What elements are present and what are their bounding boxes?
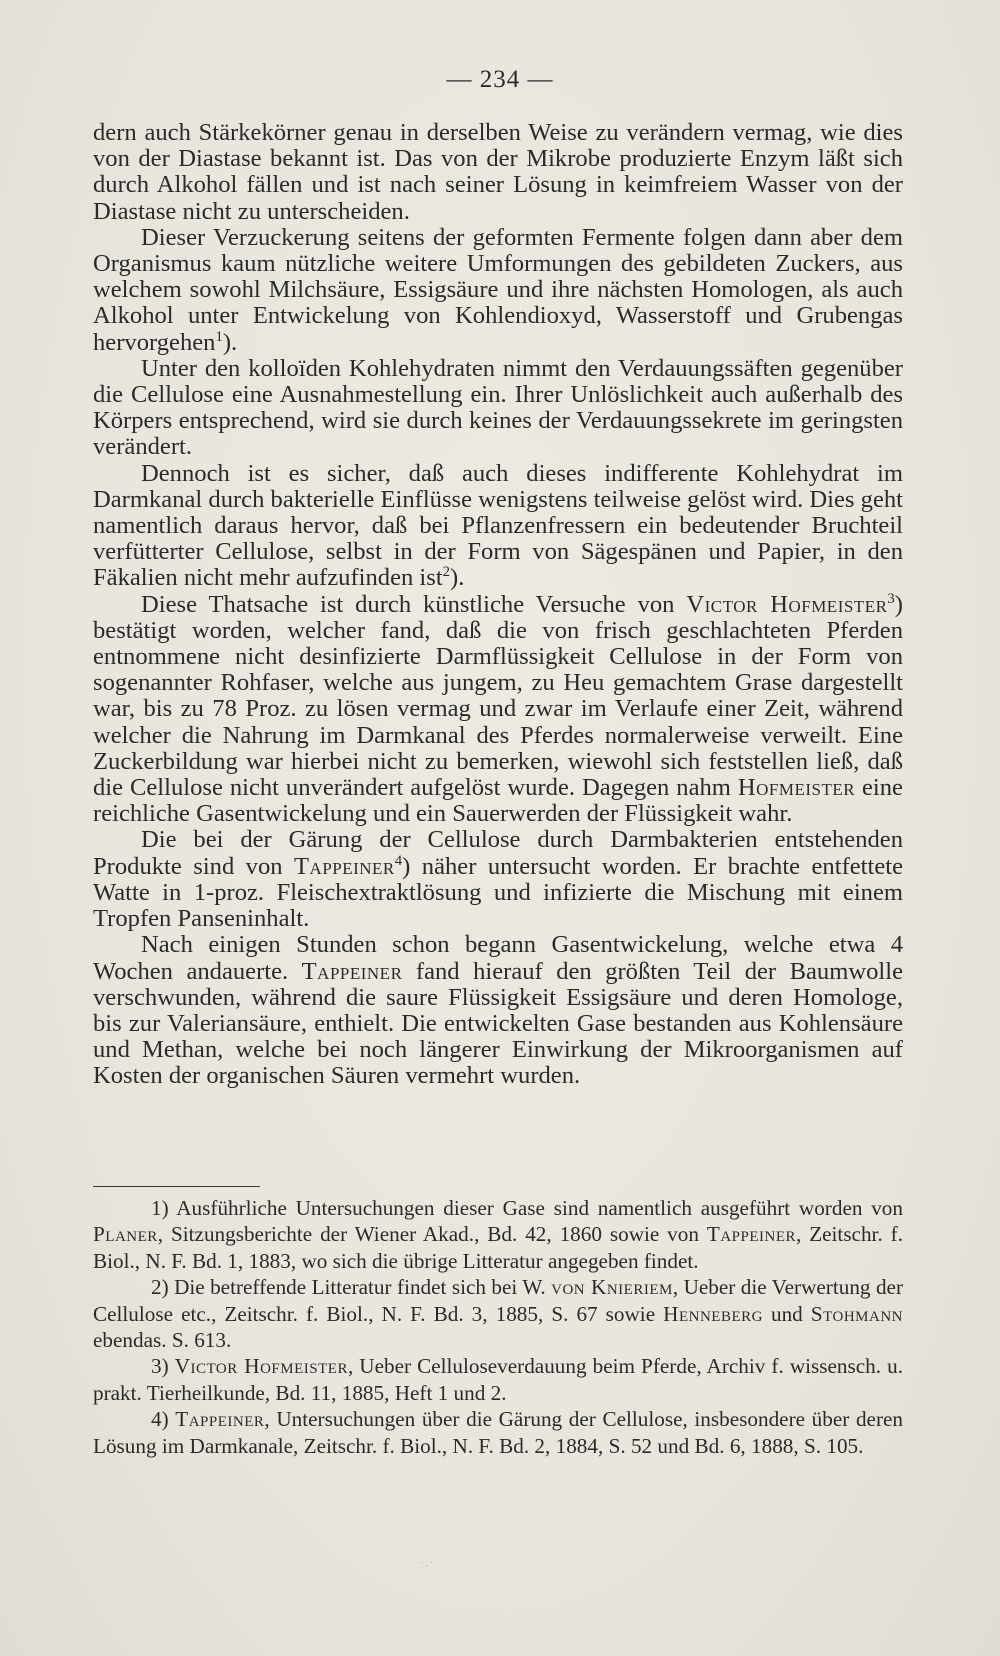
footnote-divider — [93, 1186, 260, 1187]
text-run: , Ueber Celluloseverdauung beim Pferde, Archiv f. wissensch. u. prakt. Tierheilkunde, Bd. 11, 1885, Heft 1 und 2. — [93, 1354, 903, 1405]
footnote — [93, 1406, 903, 1459]
text-run: 1) Ausführliche Untersuchungen dieser Gase sind namentlich ausgeführt worden von — [151, 1196, 903, 1220]
paragraph — [93, 932, 903, 1089]
author-name: von Knieriem — [551, 1275, 673, 1300]
author-name: Stohmann — [810, 1301, 904, 1326]
footnote-marker[interactable]: 1 — [215, 328, 223, 345]
text-run: ebendas. S. 613. — [93, 1328, 232, 1353]
footnote-marker[interactable]: 3 — [887, 590, 895, 607]
author-name: Tappeiner — [294, 852, 395, 880]
text-run: 4) — [151, 1407, 176, 1432]
footnote-marker[interactable]: 2 — [442, 564, 451, 581]
text-run: , Sitzungsberichte der Wiener Akad., Bd. 42, 1860 sowie von — [157, 1222, 707, 1247]
text-run: Unter den kolloïden Kohlehydraten nimmt den Verdauungssäften gegenüber die Cellulose eine Ausnahmestellung ein. Ihrer Unlöslichkeit auch außerhalb des Körpers entsprechend, wird sie durch keines der Verdauungssekrete im geringsten verändert. — [93, 354, 903, 461]
footnote — [93, 1195, 903, 1274]
author-name: Tappeiner — [301, 957, 403, 985]
paragraph — [93, 827, 903, 932]
text-run: dern auch Stärkekörner genau in derselben Weise zu verändern vermag, wie dies von der Diastase bekannt ist. Das von der Mikrobe produzierte Enzym läßt sich durch Alkohol fällen und ist nach seiner Lösung in keimfreiem Wasser von der Diastase nicht zu unterscheiden. — [93, 119, 903, 225]
print-speck: ·.· — [420, 1558, 436, 1569]
paragraph — [93, 120, 903, 225]
text-run: , Zeitschr. f. Biol., N. F. Bd. 1, 1883, wo sich die übrige Litteratur angegeben findet. — [93, 1222, 903, 1273]
text-run: ). — [450, 564, 465, 592]
paragraph — [93, 225, 903, 356]
author-name: Planer — [93, 1222, 158, 1247]
text-run: Nach einigen Stunden schon begann Gasentwickelung, welche etwa 4 Wochen andauerte. — [93, 931, 903, 985]
text-run: 2) Die betreffende Litteratur findet sich bei W. — [151, 1275, 552, 1300]
paragraph — [93, 592, 903, 828]
text-run: Die bei der Gärung der Cellulose durch Darmbakterien entstehenden Produkte sind von — [93, 826, 903, 880]
paragraph — [93, 356, 903, 461]
body-text — [93, 120, 903, 1090]
author-name: Henneberg — [663, 1301, 763, 1326]
author-name: Victor Hofmeister — [686, 590, 888, 618]
author-name: Tappeiner — [175, 1407, 265, 1432]
text-run: , Ueber die Verwertung der Cellulose etc., Zeitschr. f. Biol., N. F. Bd. 3, 1885, S. 67 sowie — [93, 1275, 903, 1326]
text-run: ) bestätigt worden, welcher fand, daß die von frisch geschlachteten Pferden entnommene nicht desinfizierte Darmflüssigkeit Cellulose in der Form von sogenannter Rohfaser, welche aus jungem, zu Heu gemachtem Grase dargestellt war, bis zu 78 Proz. zu lösen vermag und zwar im Verlaufe einer Zeit, während welcher die Nahrung im Darmkanal des Pferdes normalerweise verweilt. Eine Zuckerbildung war hierbei nicht zu bemerken, wiewohl sich feststellen ließ, daß die Cellulose nicht unverändert aufgelöst wurde. Dagegen nahm — [93, 590, 903, 802]
page-number: — 234 — — [446, 66, 554, 93]
footnote — [93, 1274, 903, 1353]
paragraph — [93, 461, 903, 592]
text-run: , Untersuchungen über die Gärung der Cellulose, insbesondere über deren Lösung im Darmkanale, Zeitschr. f. Biol., N. F. Bd. 2, 1884, S. 52 und Bd. 6, 1888, S. 105. — [93, 1407, 903, 1458]
text-run: und — [762, 1301, 811, 1326]
footnote-marker[interactable]: 4 — [394, 852, 403, 869]
author-name: Victor Hofmeister — [174, 1354, 348, 1379]
text-run: ) näher untersucht worden. Er brachte entfettete Watte in 1-proz. Fleischextraktlösung und infizierte die Mischung mit einem Tropfen Panseninhalt. — [93, 852, 904, 933]
author-name: Tappeiner — [706, 1222, 796, 1247]
footnotes — [93, 1195, 903, 1459]
text-run: 3) — [151, 1354, 175, 1379]
text-run: Dieser Verzuckerung seitens der geformten Fermente folgen dann aber dem Organismus kaum nützliche weitere Umformungen des gebildeten Zuckers, aus welchem sowohl Milchsäure, Essigsäure und ihre nächsten Homologen, als auch Alkohol unter Entwickelung von Kohlendioxyd, Wasserstoff und Grubengas hervorgehen — [93, 223, 903, 356]
text-run: eine reichliche Gasentwickelung und ein Sauerwerden der Flüssigkeit wahr. — [93, 774, 903, 828]
text-run: fand hierauf den größten Teil der Baumwolle verschwunden, während die saure Flüssigkeit Essigsäure und deren Homologe, bis zur Valeriansäure, enthielt. Die entwickelten Gase bestanden aus Kohlensäure und Methan, welche bei noch längerer Einwirkung der Mikroorganismen auf Kosten der organischen Säuren vermehrt wurden. — [93, 957, 903, 1090]
author-name: Hofmeister — [737, 774, 856, 802]
text-run: Dennoch ist es sicher, daß auch dieses indifferente Kohlehydrat im Darmkanal durch bakterielle Einflüsse wenigstens teilweise gelöst wird. Dies geht namentlich daraus hervor, daß bei Pflanzenfressern ein bedeutender Bruchteil verfütterter Cellulose, selbst in der Form von Sägespänen und Papier, in den Fäkalien nicht mehr aufzufinden ist — [93, 459, 903, 592]
text-run: Diese Thatsache ist durch künstliche Versuche von — [141, 590, 687, 618]
footnote — [93, 1353, 903, 1406]
text-run: ). — [222, 328, 238, 356]
